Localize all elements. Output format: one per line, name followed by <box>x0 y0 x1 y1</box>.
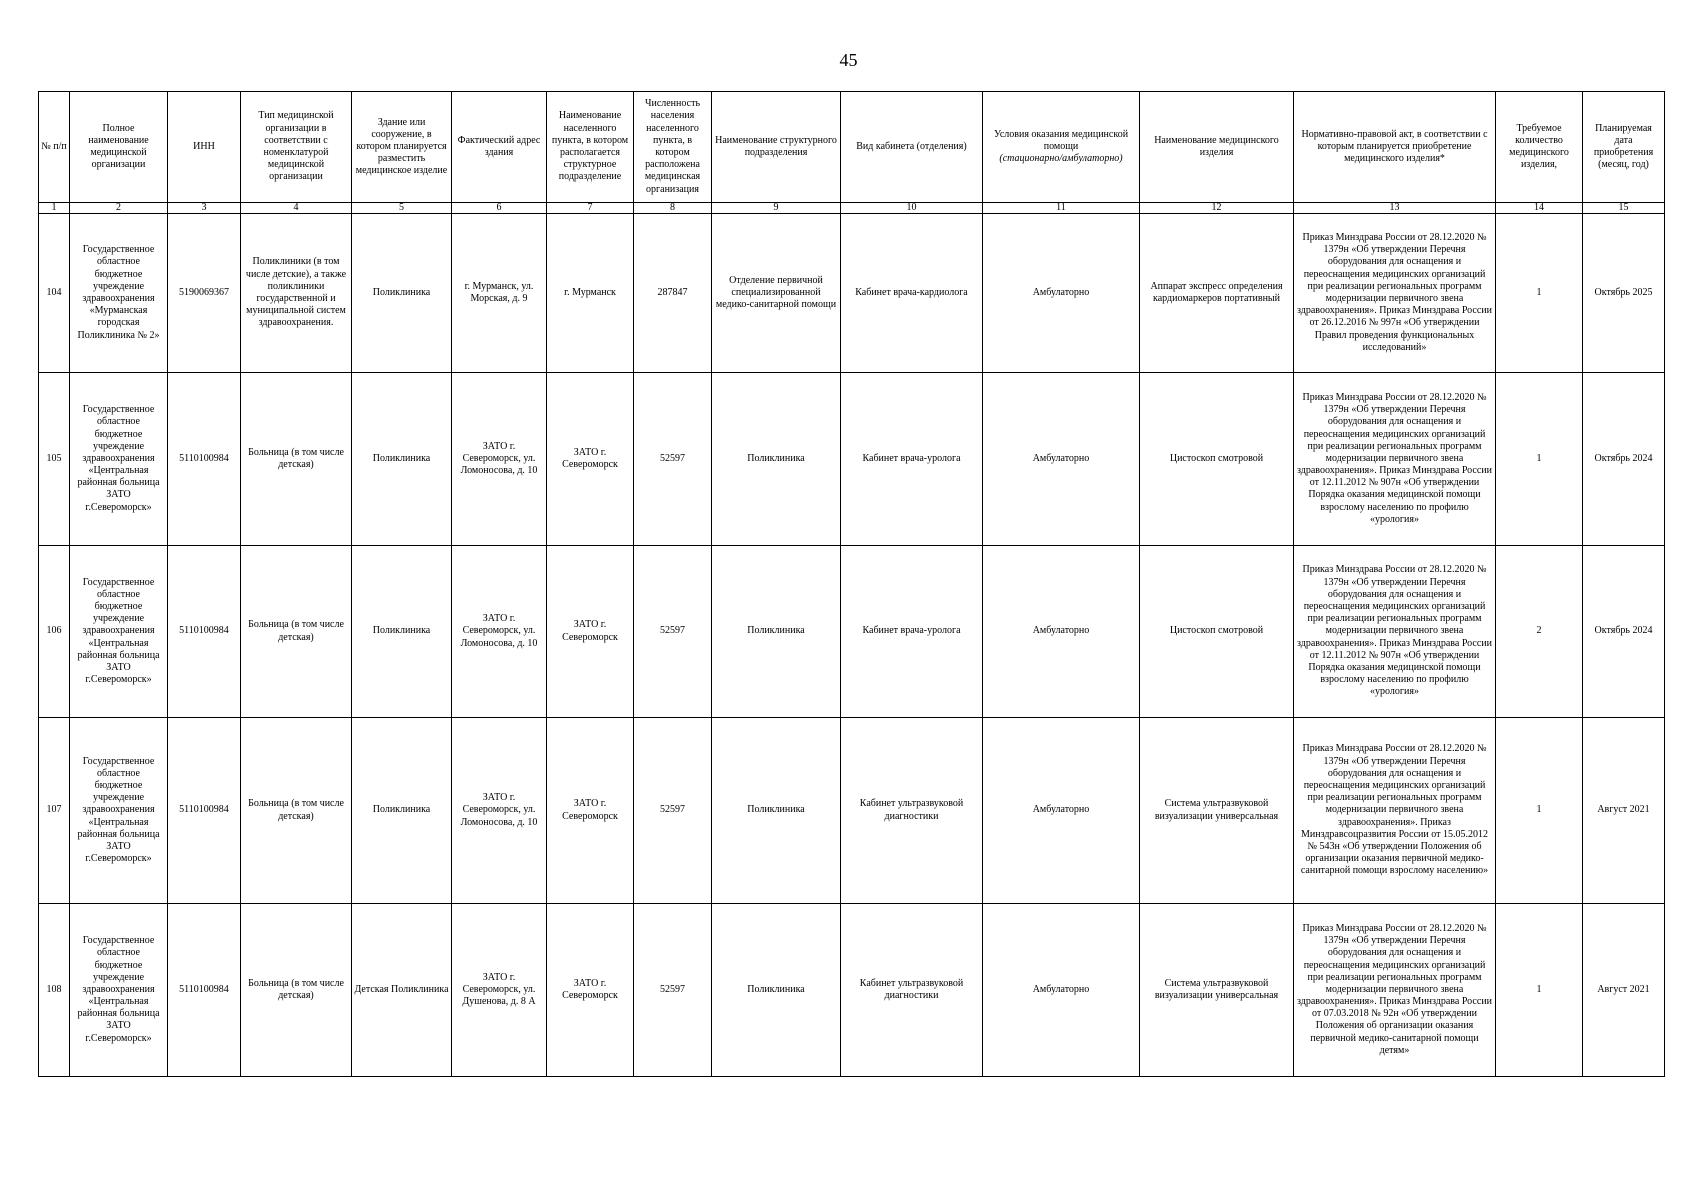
table-row <box>39 546 1665 718</box>
row-conditions: Амбулаторно <box>983 718 1140 904</box>
header-inn: ИНН <box>168 92 241 203</box>
row-qty: 2 <box>1496 546 1583 718</box>
row-conditions: Амбулаторно <box>983 373 1140 546</box>
column-number: 3 <box>168 203 241 214</box>
column-number: 7 <box>547 203 634 214</box>
row-inn: 5190069367 <box>168 214 241 373</box>
row-act: Приказ Минздрава России от 28.12.2020 № 1379н «Об утверждении Перечня оборудования для оснащения и переоснащения медицинских организаций при реализации региональных программ модернизации первичного звена здравоохранения». Приказ Минздравсоцразвития России от 15.05.2012 № 543н «Об утверждении Положения об организации оказания первичной медико-санитарной помощи взрослому населению» <box>1294 718 1496 904</box>
row-settlement: ЗАТО г. Североморск <box>547 373 634 546</box>
row-population: 52597 <box>634 718 712 904</box>
row-building: Детская Поликлиника <box>352 904 452 1077</box>
row-act: Приказ Минздрава России от 28.12.2020 № 1379н «Об утверждении Перечня оборудования для оснащения и переоснащения медицинских организаций при реализации региональных программ модернизации первичного звена здравоохранения». Приказ Минздрава России от 07.03.2018 № 92н «Об утверждении Положения об организации оказания первичной медико-санитарной помощи детям» <box>1294 904 1496 1077</box>
row-org: Государственное областное бюджетное учреждение здравоохранения «Центральная районная больница ЗАТО г.Североморск» <box>70 373 168 546</box>
row-conditions: Амбулаторно <box>983 904 1140 1077</box>
column-number: 4 <box>241 203 352 214</box>
row-population: 52597 <box>634 373 712 546</box>
row-cabinet: Кабинет ультразвуковой диагностики <box>841 904 983 1077</box>
row-population: 52597 <box>634 904 712 1077</box>
column-number: 2 <box>70 203 168 214</box>
column-number: 10 <box>841 203 983 214</box>
row-device: Система ультразвуковой визуализации универсальная <box>1140 904 1294 1077</box>
row-type: Больница (в том числе детская) <box>241 904 352 1077</box>
row-qty: 1 <box>1496 904 1583 1077</box>
row-address: ЗАТО г. Североморск, ул. Ломоносова, д. 10 <box>452 718 547 904</box>
row-address: г. Мурманск, ул. Морская, д. 9 <box>452 214 547 373</box>
row-type: Больница (в том числе детская) <box>241 546 352 718</box>
row-type: Больница (в том числе детская) <box>241 718 352 904</box>
row-org: Государственное областное бюджетное учреждение здравоохранения «Центральная районная больница ЗАТО г.Североморск» <box>70 904 168 1077</box>
row-settlement: г. Мурманск <box>547 214 634 373</box>
row-building: Поликлиника <box>352 373 452 546</box>
header-cabinet: Вид кабинета (отделения) <box>841 92 983 203</box>
row-cabinet: Кабинет врача-уролога <box>841 373 983 546</box>
row-date: Август 2021 <box>1583 718 1665 904</box>
row-cabinet: Кабинет врача-уролога <box>841 546 983 718</box>
row-date: Октябрь 2024 <box>1583 546 1665 718</box>
row-type: Поликлиники (в том числе детские), а также поликлиники государственной и муниципальной систем здравоохранения. <box>241 214 352 373</box>
row-population: 287847 <box>634 214 712 373</box>
header-settlement: Наименование населенного пункта, в котором располагается структурное подразделение <box>547 92 634 203</box>
header-address: Фактический адрес здания <box>452 92 547 203</box>
row-org: Государственное областное бюджетное учреждение здравоохранения «Центральная районная больница ЗАТО г.Североморск» <box>70 718 168 904</box>
row-num: 107 <box>39 718 70 904</box>
row-num: 106 <box>39 546 70 718</box>
column-number: 11 <box>983 203 1140 214</box>
row-unit: Поликлиника <box>712 904 841 1077</box>
header-conditions-main: Условия оказания медицинской помощи <box>993 128 1129 152</box>
column-number: 1 <box>39 203 70 214</box>
row-act: Приказ Минздрава России от 28.12.2020 № 1379н «Об утверждении Перечня оборудования для оснащения и переоснащения медицинских организаций при реализации региональных программ модернизации первичного звена здравоохранения». Приказ Минздрава России от 12.11.2012 № 907н «Об утверждении Порядка оказания медицинской помощи взрослому населению по профилю «урология» <box>1294 546 1496 718</box>
row-cabinet: Кабинет врача-кардиолога <box>841 214 983 373</box>
row-qty: 1 <box>1496 718 1583 904</box>
row-act: Приказ Минздрава России от 28.12.2020 № 1379н «Об утверждении Перечня оборудования для оснащения и переоснащения медицинских организаций при реализации региональных программ модернизации первичного звена здравоохранения». Приказ Минздрава России от 12.11.2012 № 907н «Об утверждении Порядка оказания медицинской помощи взрослому населению по профилю «урология» <box>1294 373 1496 546</box>
row-device: Система ультразвуковой визуализации универсальная <box>1140 718 1294 904</box>
column-number: 5 <box>352 203 452 214</box>
row-qty: 1 <box>1496 373 1583 546</box>
row-date: Август 2021 <box>1583 904 1665 1077</box>
column-number: 8 <box>634 203 712 214</box>
row-unit: Поликлиника <box>712 546 841 718</box>
row-settlement: ЗАТО г. Североморск <box>547 718 634 904</box>
header-device: Наименование медицинского изделия <box>1140 92 1294 203</box>
header-conditions-italic: (стационарно/амбулаторно) <box>999 153 1123 165</box>
row-inn: 5110100984 <box>168 546 241 718</box>
row-org: Государственное областное бюджетное учреждение здравоохранения «Центральная районная больница ЗАТО г.Североморск» <box>70 546 168 718</box>
row-unit: Поликлиника <box>712 718 841 904</box>
row-building: Поликлиника <box>352 546 452 718</box>
header-building: Здание или сооружение, в котором планируется разместить медицинское изделие <box>352 92 452 203</box>
row-population: 52597 <box>634 546 712 718</box>
row-inn: 5110100984 <box>168 718 241 904</box>
row-device: Цистоскоп смотровой <box>1140 546 1294 718</box>
column-number: 13 <box>1294 203 1496 214</box>
table-row <box>39 214 1665 373</box>
header-row <box>39 92 1665 203</box>
table-row <box>39 373 1665 546</box>
row-unit: Отделение первичной специализированной медико-санитарной помощи <box>712 214 841 373</box>
column-number: 14 <box>1496 203 1583 214</box>
equipment-table <box>38 91 1665 1077</box>
header-unit: Наименование структурного подразделения <box>712 92 841 203</box>
row-cabinet: Кабинет ультразвуковой диагностики <box>841 718 983 904</box>
header-type: Тип медицинской организации в соответствии с номенклатурой медицинской организации <box>241 92 352 203</box>
header-qty: Требуемое количество медицинского изделия, <box>1496 92 1583 203</box>
header-num: № п/п <box>39 92 70 203</box>
column-number: 6 <box>452 203 547 214</box>
row-org: Государственное областное бюджетное учреждение здравоохранения «Мурманская городская Поликлиника № 2» <box>70 214 168 373</box>
row-conditions: Амбулаторно <box>983 546 1140 718</box>
row-act: Приказ Минздрава России от 28.12.2020 № 1379н «Об утверждении Перечня оборудования для оснащения и переоснащения медицинских организаций при реализации региональных программ модернизации первичного звена здравоохранения». Приказ Минздрава России от 26.12.2016 № 997н «Об утверждении Правил проведения функциональных исследований» <box>1294 214 1496 373</box>
header-population: Численность населения населенного пункта, в котором расположена медицинская организация <box>634 92 712 203</box>
header-org: Полное наименование медицинской организации <box>70 92 168 203</box>
column-number: 9 <box>712 203 841 214</box>
column-number: 15 <box>1583 203 1665 214</box>
row-qty: 1 <box>1496 214 1583 373</box>
row-device: Цистоскоп смотровой <box>1140 373 1294 546</box>
row-address: ЗАТО г. Североморск, ул. Ломоносова, д. 10 <box>452 373 547 546</box>
page-number: 45 <box>839 50 858 70</box>
column-number: 12 <box>1140 203 1294 214</box>
row-address: ЗАТО г. Североморск, ул. Ломоносова, д. 10 <box>452 546 547 718</box>
row-date: Октябрь 2024 <box>1583 373 1665 546</box>
row-conditions: Амбулаторно <box>983 214 1140 373</box>
row-device: Аппарат экспресс определения кардиомаркеров портативный <box>1140 214 1294 373</box>
header-date: Планируемая дата приобретения (месяц, год) <box>1583 92 1665 203</box>
table-row <box>39 904 1665 1077</box>
row-num: 105 <box>39 373 70 546</box>
row-settlement: ЗАТО г. Североморск <box>547 546 634 718</box>
row-type: Больница (в том числе детская) <box>241 373 352 546</box>
row-address: ЗАТО г. Североморск, ул. Душенова, д. 8 А <box>452 904 547 1077</box>
row-building: Поликлиника <box>352 718 452 904</box>
row-date: Октябрь 2025 <box>1583 214 1665 373</box>
column-number-row <box>39 203 1665 214</box>
header-conditions <box>983 92 1140 203</box>
row-num: 104 <box>39 214 70 373</box>
row-inn: 5110100984 <box>168 373 241 546</box>
header-act: Нормативно-правовой акт, в соответствии с которым планируется приобретение медицинского изделия* <box>1294 92 1496 203</box>
row-unit: Поликлиника <box>712 373 841 546</box>
row-num: 108 <box>39 904 70 1077</box>
row-building: Поликлиника <box>352 214 452 373</box>
row-inn: 5110100984 <box>168 904 241 1077</box>
table-row <box>39 718 1665 904</box>
row-settlement: ЗАТО г. Североморск <box>547 904 634 1077</box>
